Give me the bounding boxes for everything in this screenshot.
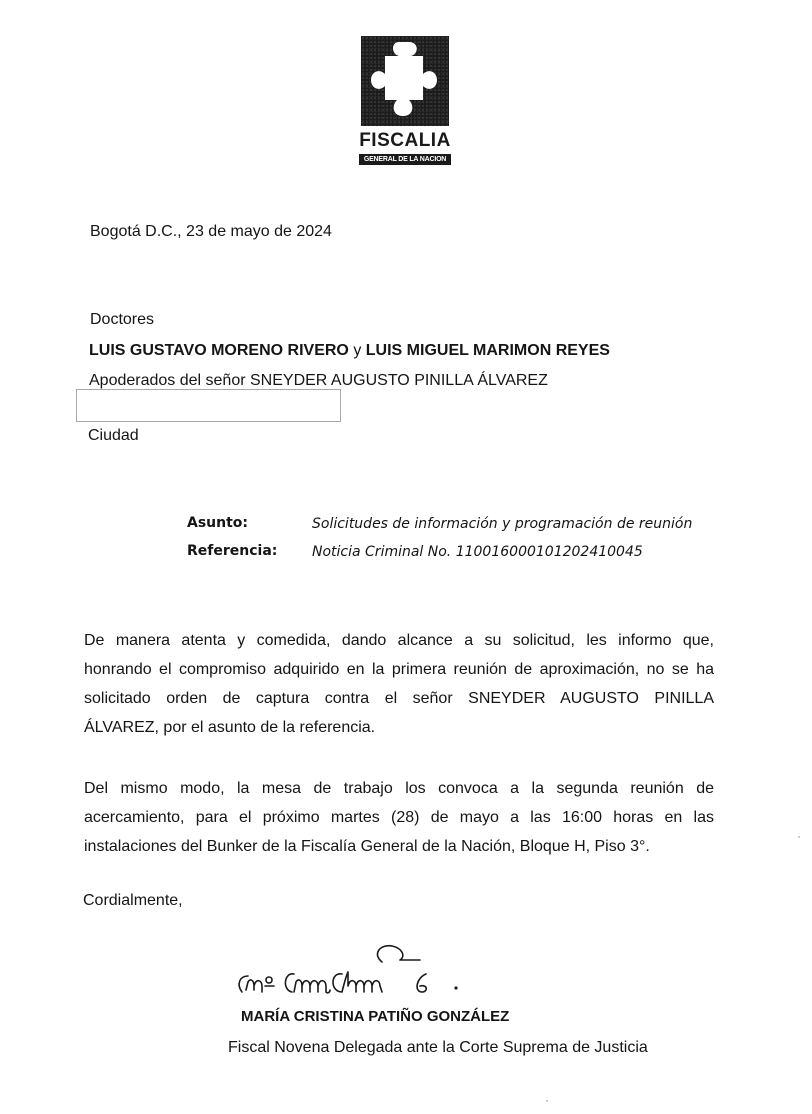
scan-speck (546, 1100, 548, 1102)
signer-title: Fiscal Novena Delegada ante la Corte Suprema de Justicia (228, 1039, 648, 1056)
recipients-role: Apoderados del señor SNEYDER AUGUSTO PINILLA ÁLVAREZ (89, 372, 548, 389)
logo-wordmark: FISCALIA (359, 130, 451, 151)
salutation: Doctores (90, 311, 155, 328)
paragraph-line: ÁLVAREZ, por el asunto de la referencia. (84, 719, 376, 736)
paragraph-line: acercamiento, para el próximo martes (28) de mayo a las 16:00 horas en las (84, 809, 714, 826)
logo-subtitle: GENERAL DE LA NACION (359, 154, 451, 165)
signer-name: MARÍA CRISTINA PATIÑO GONZÁLEZ (241, 1008, 510, 1025)
subject-value: Solicitudes de información y programación de reunión (312, 516, 693, 532)
paragraph-line: De manera atenta y comedida, dando alcance a su solicitud, les informo que, (84, 632, 714, 649)
body-paragraph-2 (84, 774, 714, 861)
body-paragraph-1 (84, 626, 714, 742)
paragraph-line: solicitado orden de captura contra el señor SNEYDER AUGUSTO PINILLA (84, 690, 714, 707)
recipient-conjunction: y (353, 342, 362, 359)
recipient-name-2: LUIS MIGUEL MARIMON REYES (365, 342, 610, 359)
subject-label: Asunto: (187, 515, 249, 531)
paragraph-line: instalaciones del Bunker de la Fiscalía General de la Nación, Bloque H, Piso 3°. (84, 838, 650, 855)
scan-speck (798, 836, 800, 838)
handwritten-signature (230, 940, 530, 1002)
paragraph-line: Del mismo modo, la mesa de trabajo los convoca a la segunda reunión de (84, 780, 714, 797)
puzzle-piece-icon (361, 36, 449, 126)
closing: Cordialmente, (83, 892, 183, 909)
paragraph-line: honrando el compromiso adquirido en la primera reunión de aproximación, no se ha (84, 661, 714, 678)
blank-address-field (76, 389, 341, 422)
city: Ciudad (88, 427, 139, 444)
place-date: Bogotá D.C., 23 de mayo de 2024 (90, 223, 332, 240)
reference-label: Referencia: (187, 543, 278, 559)
recipient-name-1: LUIS GUSTAVO MORENO RIVERO (89, 342, 349, 359)
logo-block (361, 36, 449, 126)
fiscalia-logo (356, 36, 454, 170)
recipients (89, 342, 610, 360)
reference-value: Noticia Criminal No. 110016000101202410045 (312, 544, 643, 560)
